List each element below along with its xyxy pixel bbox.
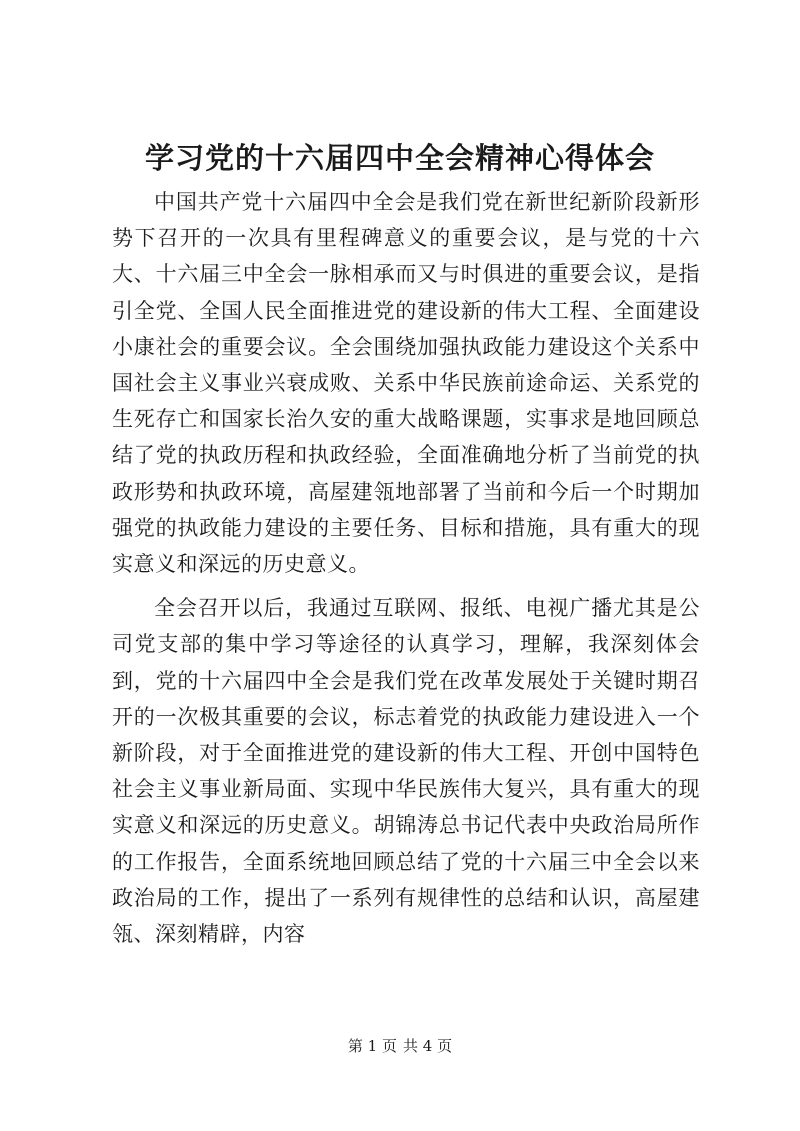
document-body [112,184,700,952]
page-total: 共 4 页 [403,1037,453,1055]
paragraph-1: 中国共产党十六届四中全会是我们党在新世纪新阶段新形势下召开的一次具有里程碑意义的重要会议，是与党的十六大、十六届三中全会一脉相承而又与时俱进的重要会议，是指引全党、全国人民全面推进党的建设新的伟大工程、全面建设小康社会的重要会议。全会围绕加强执政能力建设这个关系中国社会主义事业兴衰成败、关系中华民族前途命运、关系党的生死存亡和国家长治久安的重大战略课题，实事求是地回顾总结了党的执政历程和执政经验，全面准确地分析了当前党的执政形势和执政环境，高屋建瓴地部署了当前和今后一个时期加强党的执政能力建设的主要任务、目标和措施，具有重大的现实意义和深远的历史意义。 [112,190,700,577]
page-number: 第 1 页 [347,1037,397,1055]
page-footer [0,1036,800,1056]
paragraph-2: 全会召开以后，我通过互联网、报纸、电视广播尤其是公司党支部的集中学习等途径的认真学习，理解，我深刻体会到，党的十六届四中全会是我们党在改革发展处于关键时期召开的一次极其重要的会议，标志着党的执政能力建设进入一个新阶段，对于全面推进党的建设新的伟大工程、开创中国特色社会主义事业新局面、实现中华民族伟大复兴，具有重大的现实意义和深远的历史意义。胡锦涛总书记代表中央政治局所作的工作报告，全面系统地回顾总结了党的十六届三中全会以来政治局的工作，提出了一系列有规律性的总结和认识，高屋建瓴、深刻精辟，内容 [112,596,700,947]
document-title: 学习党的十六届四中全会精神心得体会 [144,141,655,175]
